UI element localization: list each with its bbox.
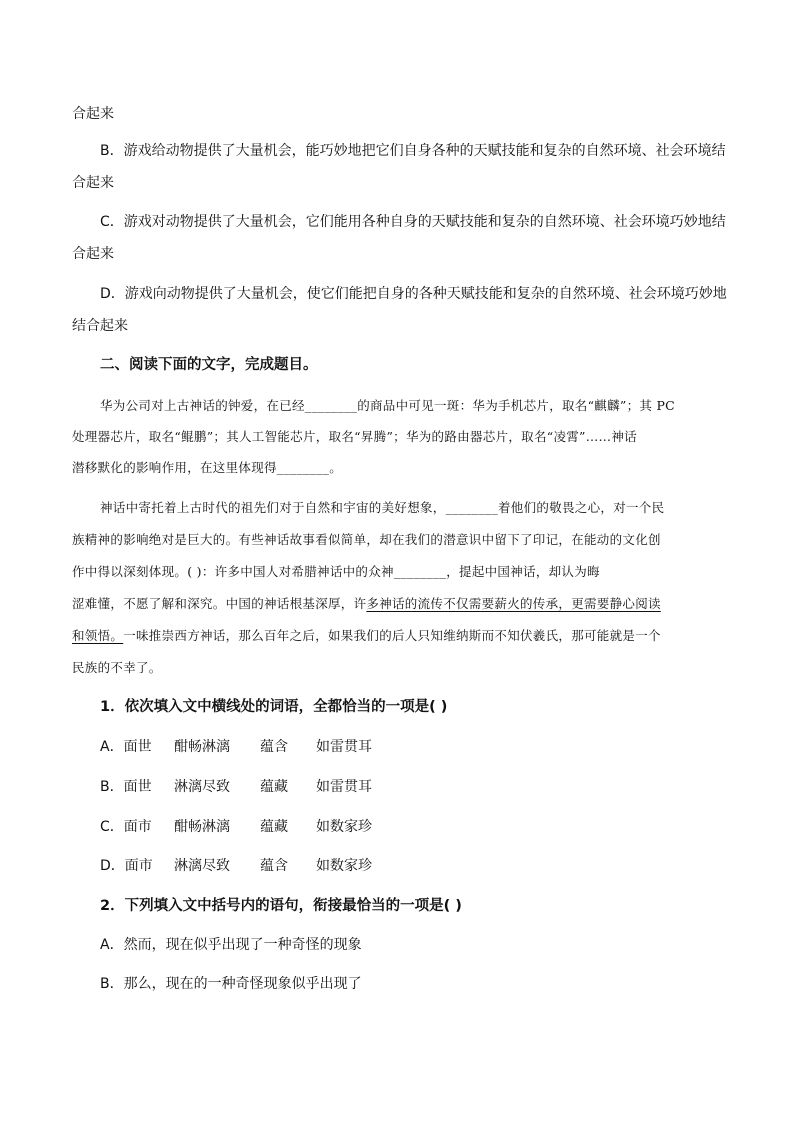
option-word: 淋漓尽致 (174, 779, 230, 795)
option-label: B．面世 (100, 779, 152, 795)
question-2-option-a[interactable]: A．然而，现在似乎出现了一种奇怪的现象 (100, 937, 362, 953)
option-word: 如数家珍 (316, 819, 372, 835)
question-1-option-b[interactable] (100, 777, 372, 797)
passage-p2-line3: 作中得以深刻体现。( )：许多中国人对希腊神话中的众神________，提起中国神话，却认为晦 (72, 564, 600, 579)
option-label: A．面世 (100, 739, 152, 755)
option-d-line1: D．游戏向动物提供了大量机会，使它们能把自身的各种天赋技能和复杂的自然环境、社会环境巧妙地 (100, 286, 727, 302)
option-word: 蕴藏 (260, 779, 288, 795)
question-1-option-a[interactable] (100, 737, 372, 757)
option-label: C．面市 (100, 819, 152, 835)
option-c-line2: 合起来 (72, 246, 114, 262)
passage-p2-line1: 神话中寄托着上古时代的祖先们对于自然和宇宙的美好想象，________着他们的敬畏之心，对一个民 (100, 500, 665, 515)
passage-p2-line5 (72, 626, 661, 646)
option-c-line1: C．游戏对动物提供了大量机会，它们能用各种自身的天赋技能和复杂的自然环境、社会环境巧妙地结 (100, 214, 726, 230)
passage-p2-line2: 族精神的影响绝对是巨大的。有些神话故事看似简单，却在我们的潜意识中留下了印记，在能动的文化创 (72, 532, 661, 547)
passage-p1-line3: 潜移默化的影响作用，在这里体现得________。 (72, 460, 343, 475)
option-b-line2: 合起来 (72, 175, 114, 191)
question-1-option-d[interactable] (100, 856, 372, 876)
underlined-sentence: 多神话的流传不仅需要薪火的传承，更需要静心阅读 (366, 596, 661, 611)
option-label: D．面市 (100, 858, 153, 874)
question-1-option-c[interactable] (100, 817, 372, 837)
option-a-tail: 合起来 (72, 106, 114, 122)
section-heading: 二、阅读下面的文字，完成题目。 (100, 357, 318, 373)
option-d-line2: 结合起来 (72, 318, 128, 334)
option-word: 如雷贯耳 (316, 739, 372, 755)
underlined-sentence-end: 和领悟。 (72, 628, 124, 643)
question-2-stem: 2．下列填入文中括号内的语句，衔接最恰当的一项是( ) (100, 898, 462, 914)
option-word: 淋漓尽致 (174, 858, 230, 874)
question-2-option-b[interactable]: B．那么，现在的一种奇怪现象似乎出现了 (100, 976, 362, 992)
option-word: 蕴含 (260, 858, 288, 874)
passage-p2-line6: 民族的不幸了。 (72, 660, 162, 675)
option-word: 如数家珍 (316, 858, 372, 874)
option-b-line1: B．游戏给动物提供了大量机会，能巧妙地把它们自身各种的天赋技能和复杂的自然环境、社会环境结 (100, 143, 726, 159)
passage-p2-line4 (72, 594, 661, 614)
option-word: 蕴藏 (260, 819, 288, 835)
option-word: 酣畅淋漓 (174, 819, 230, 835)
passage-text: 涩难懂，不愿了解和深究。中国的神话根基深厚，许 (72, 596, 367, 611)
question-1-stem: 1．依次填入文中横线处的词语，全都恰当的一项是( ) (100, 699, 448, 715)
option-word: 酣畅淋漓 (174, 739, 230, 755)
passage-p1-line1: 华为公司对上古神话的钟爱，在已经________的商品中可见一斑：华为手机芯片，取名“麒麟”；其 PC (100, 398, 676, 413)
passage-p1-line2: 处理器芯片，取名“鲲鹏”；其人工智能芯片，取名“昇腾”；华为的路由器芯片，取名“凌霄”……神话 (72, 429, 637, 444)
option-word: 如雷贯耳 (316, 779, 372, 795)
passage-text: 一味推崇西方神话，那么百年之后，如果我们的后人只知维纳斯而不知伏羲氏，那可能就是一个 (123, 628, 661, 643)
option-word: 蕴含 (260, 739, 288, 755)
